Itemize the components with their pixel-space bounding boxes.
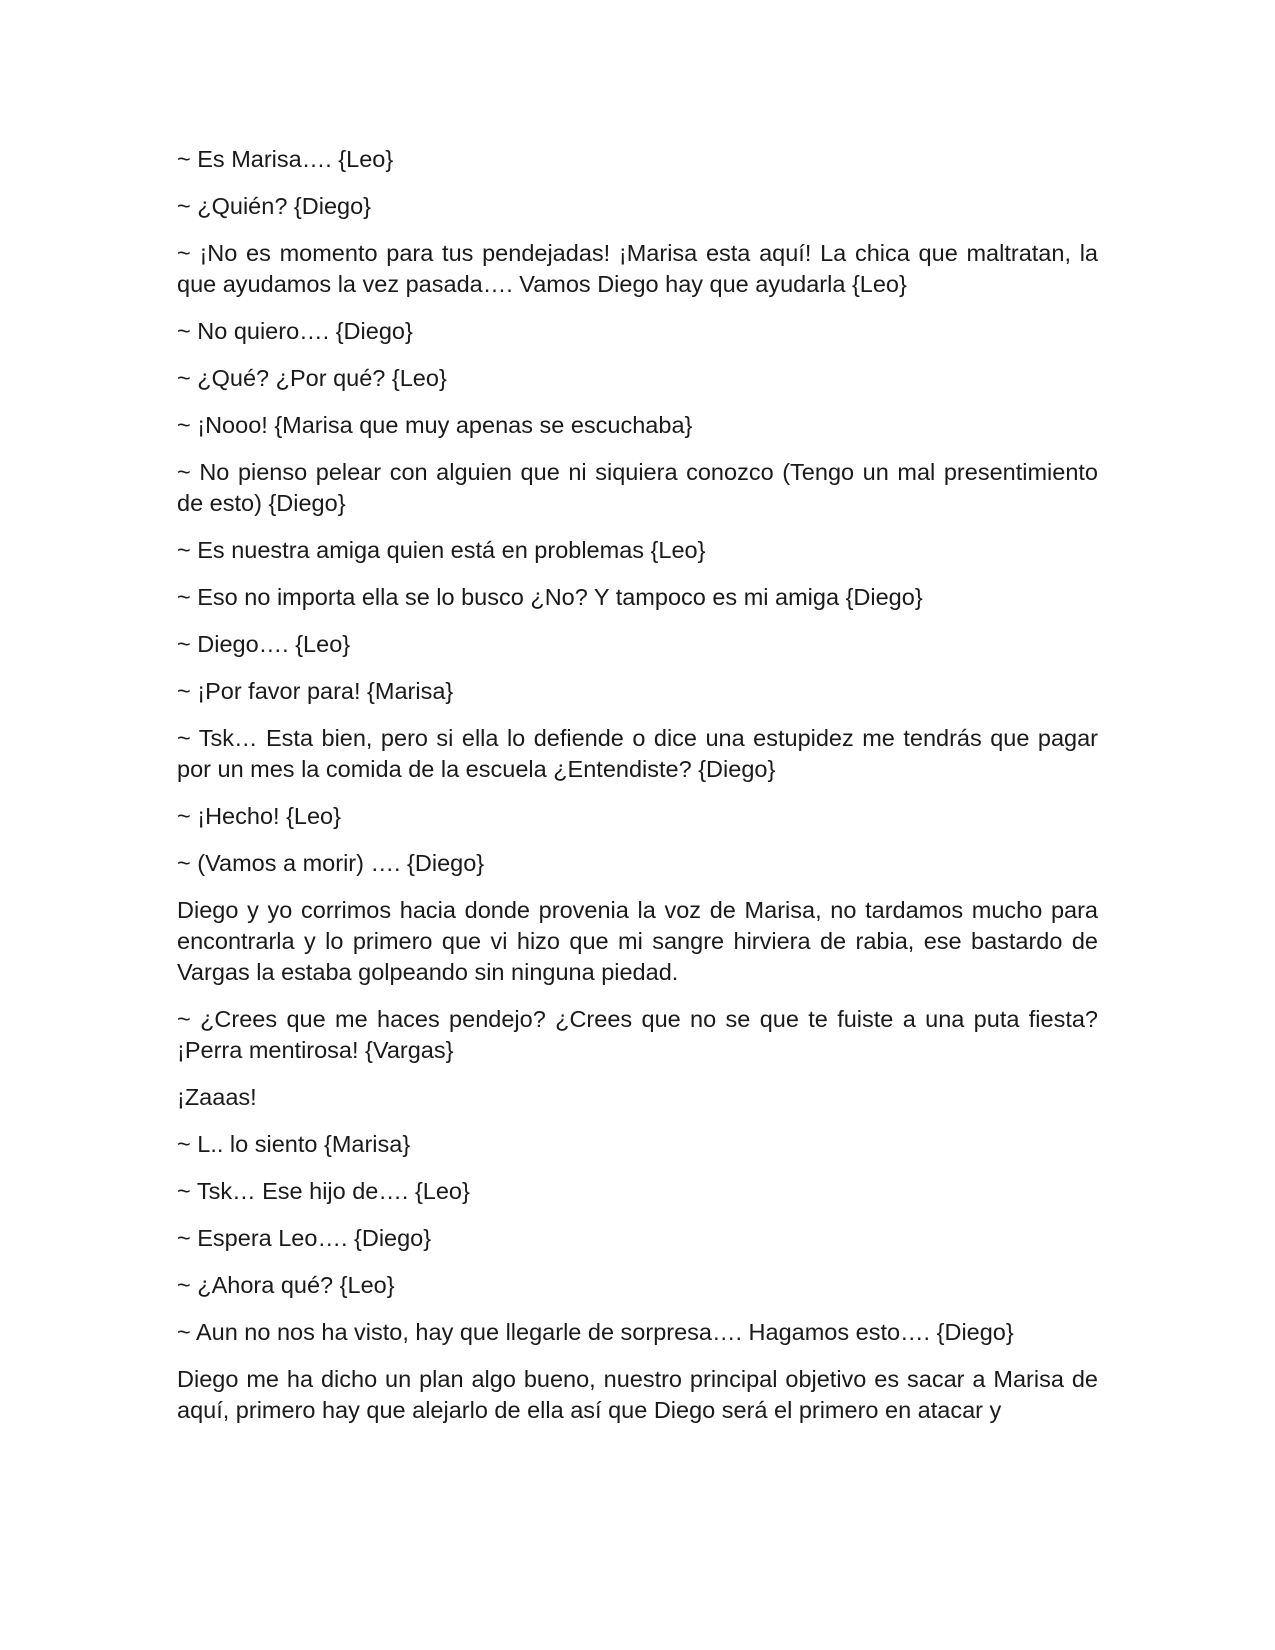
dialogue-line: ~ ¿Ahora qué? {Leo}: [177, 1272, 395, 1298]
dialogue-line: ~ ¡No es momento para tus pendejadas! ¡Marisa esta aquí! La chica que maltratan, la que ayudamos la vez pasada…. Vamos Diego hay que ayudarla {Leo}: [177, 240, 1098, 297]
sound-effect-line: ¡Zaaas!: [177, 1084, 257, 1110]
dialogue-line: ~ Diego…. {Leo}: [177, 631, 351, 657]
dialogue-line: ~ ¡Por favor para! {Marisa}: [177, 678, 454, 704]
narration-paragraph: Diego me ha dicho un plan algo bueno, nuestro principal objetivo es sacar a Marisa de aquí, primero hay que alejarlo de ella así que Diego será el primero en atacar y: [177, 1366, 1098, 1423]
dialogue-line: ~ Tsk… Ese hijo de…. {Leo}: [177, 1178, 470, 1204]
dialogue-line: ~ Es Marisa…. {Leo}: [177, 146, 394, 172]
dialogue-line: ~ ¡Hecho! {Leo}: [177, 803, 341, 829]
dialogue-line: ~ No quiero…. {Diego}: [177, 318, 413, 344]
dialogue-line: ~ Espera Leo…. {Diego}: [177, 1225, 432, 1251]
narration-paragraph: Diego y yo corrimos hacia donde provenia la voz de Marisa, no tardamos mucho para encontrarla y lo primero que vi hizo que mi sangre hirviera de rabia, ese bastardo de Vargas la estaba golpeando sin ninguna piedad.: [177, 897, 1098, 985]
dialogue-line: ~ Eso no importa ella se lo busco ¿No? Y tampoco es mi amiga {Diego}: [177, 584, 923, 610]
dialogue-line: ~ Tsk… Esta bien, pero si ella lo defiende o dice una estupidez me tendrás que pagar por un mes la comida de la escuela ¿Entendiste? {Diego}: [177, 725, 1098, 782]
dialogue-line: ~ ¿Quién? {Diego}: [177, 193, 372, 219]
document-body: [177, 144, 1098, 1442]
dialogue-line: ~ Es nuestra amiga quien está en problemas {Leo}: [177, 537, 706, 563]
dialogue-line: ~ (Vamos a morir) …. {Diego}: [177, 850, 485, 876]
dialogue-line: ~ No pienso pelear con alguien que ni siquiera conozco (Tengo un mal presentimiento de esto) {Diego}: [177, 459, 1098, 516]
dialogue-line: ~ L.. lo siento {Marisa}: [177, 1131, 411, 1157]
dialogue-line: ~ ¡Nooo! {Marisa que muy apenas se escuchaba}: [177, 412, 693, 438]
dialogue-line: ~ ¿Crees que me haces pendejo? ¿Crees que no se que te fuiste a una puta fiesta? ¡Perra mentirosa! {Vargas}: [177, 1006, 1098, 1063]
dialogue-line: ~ Aun no nos ha visto, hay que llegarle de sorpresa…. Hagamos esto…. {Diego}: [177, 1319, 1014, 1345]
dialogue-line: ~ ¿Qué? ¿Por qué? {Leo}: [177, 365, 447, 391]
